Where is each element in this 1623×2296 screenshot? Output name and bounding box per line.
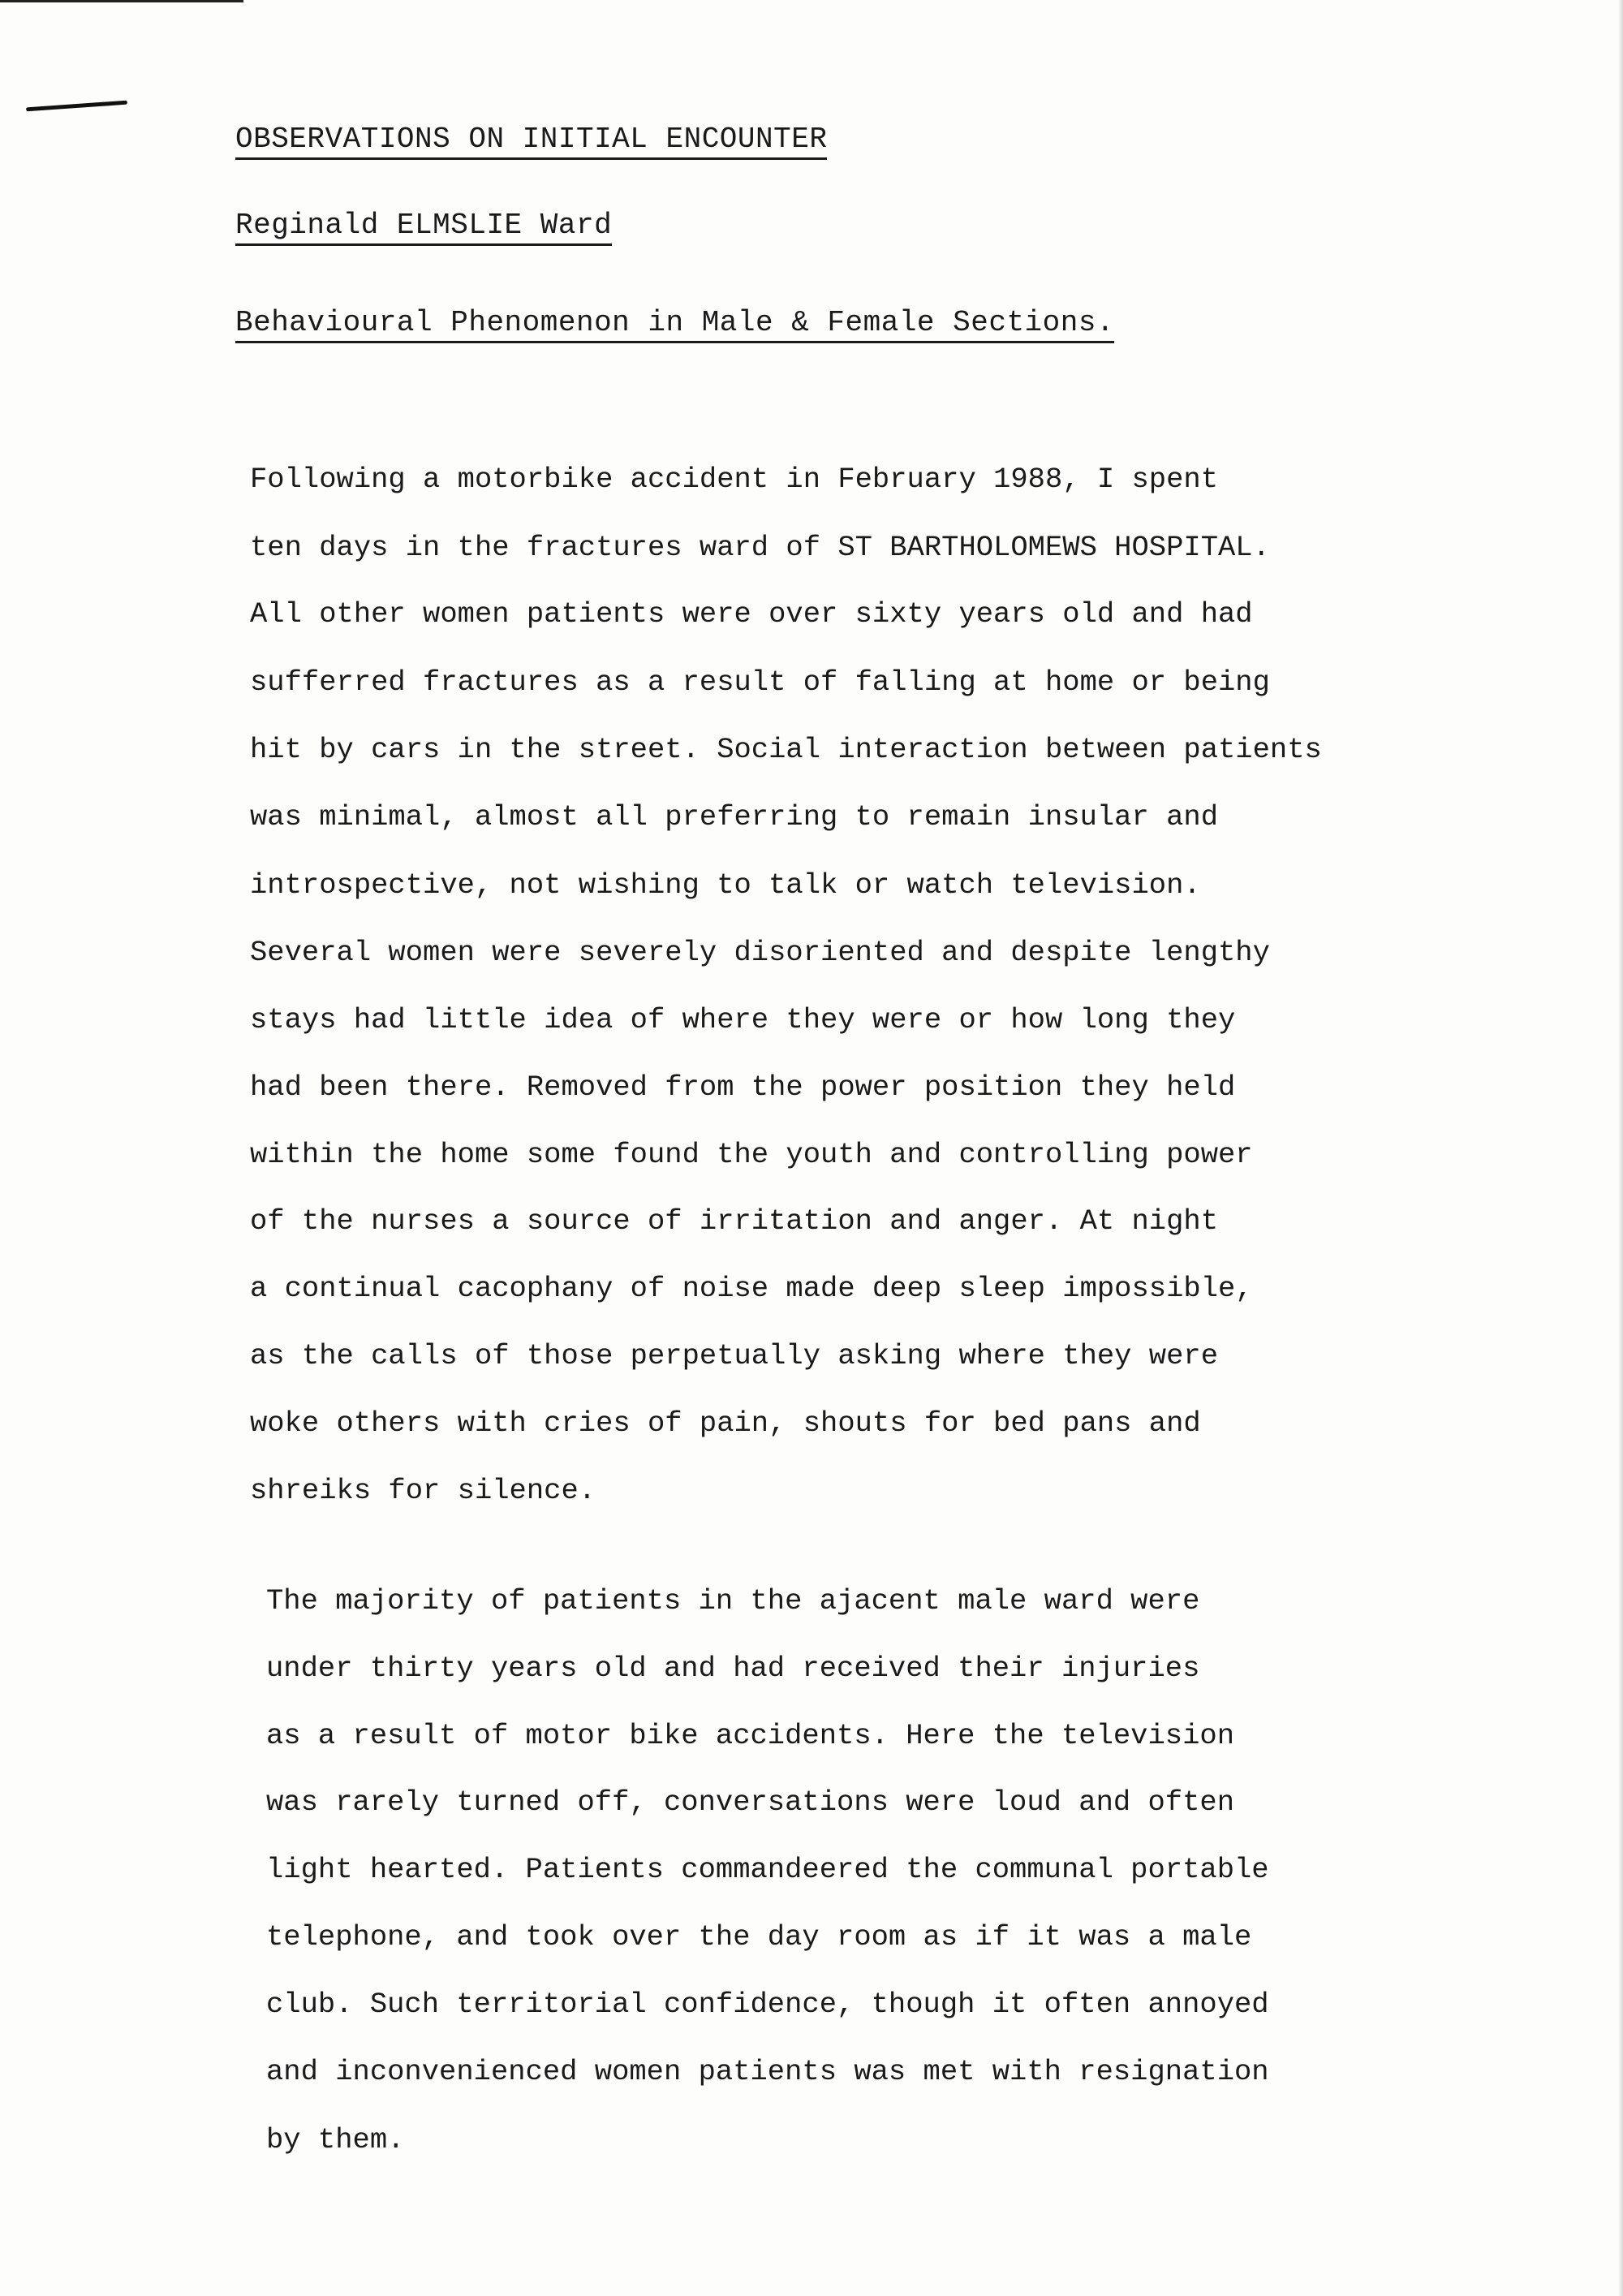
scan-edge-shadow: [1618, 0, 1623, 2296]
paragraph-line: The majority of patients in the ajacent male ward were: [266, 1584, 1200, 1618]
paragraph-line: was rarely turned off, conversations were loud and often: [266, 1786, 1234, 1819]
paragraph-line: was minimal, almost all preferring to remain insular and: [250, 800, 1218, 834]
paragraph-line: and inconvenienced women patients was met with resignation: [266, 2055, 1269, 2088]
paragraph-line: telephone, and took over the day room as if it was a male: [266, 1920, 1252, 1954]
paragraph-line: a continual cacophany of noise made deep sleep impossible,: [250, 1272, 1253, 1305]
paragraph-line: All other women patients were over sixty years old and had: [250, 597, 1253, 631]
paragraph-line: shreiks for silence.: [250, 1474, 596, 1507]
paragraph-line: ten days in the fractures ward of ST BARTHOLOMEWS HOSPITAL.: [250, 531, 1270, 564]
paragraph-line: sufferred fractures as a result of falling at home or being: [250, 666, 1270, 699]
paragraph-line: introspective, not wishing to talk or watch television.: [250, 868, 1201, 902]
paragraph-line: hit by cars in the street. Social interaction between patients: [250, 733, 1322, 766]
paragraph-line: by them.: [266, 2123, 405, 2156]
paragraph-line: under thirty years old and had received their injuries: [266, 1652, 1200, 1685]
paragraph-line: Following a motorbike accident in February 1988, I spent: [250, 463, 1218, 496]
paragraph-line: stays had little idea of where they were or how long they: [250, 1003, 1236, 1036]
document-subtitle: Reginald ELMSLIE Ward: [235, 209, 612, 246]
paragraph-line: woke others with cries of pain, shouts for bed pans and: [250, 1406, 1201, 1440]
paragraph-line: within the home some found the youth and controlling power: [250, 1138, 1253, 1171]
scan-artifact-mark: [26, 101, 127, 112]
scan-artifact-top: [0, 0, 243, 2]
section-heading: Behavioural Phenomenon in Male & Female Sections.: [235, 307, 1114, 343]
paragraph-line: had been there. Removed from the power position they held: [250, 1070, 1236, 1104]
paragraph-line: of the nurses a source of irritation and anger. At night: [250, 1204, 1218, 1238]
paragraph-line: light hearted. Patients commandeered the communal portable: [266, 1853, 1269, 1886]
document-title: OBSERVATIONS ON INITIAL ENCOUNTER: [235, 123, 827, 160]
paragraph-line: Several women were severely disoriented and despite lengthy: [250, 936, 1270, 969]
paragraph-line: club. Such territorial confidence, though it often annoyed: [266, 1988, 1269, 2021]
paragraph-line: as a result of motor bike accidents. Here the television: [266, 1719, 1234, 1752]
paragraph-line: as the calls of those perpetually asking where they were: [250, 1339, 1218, 1372]
